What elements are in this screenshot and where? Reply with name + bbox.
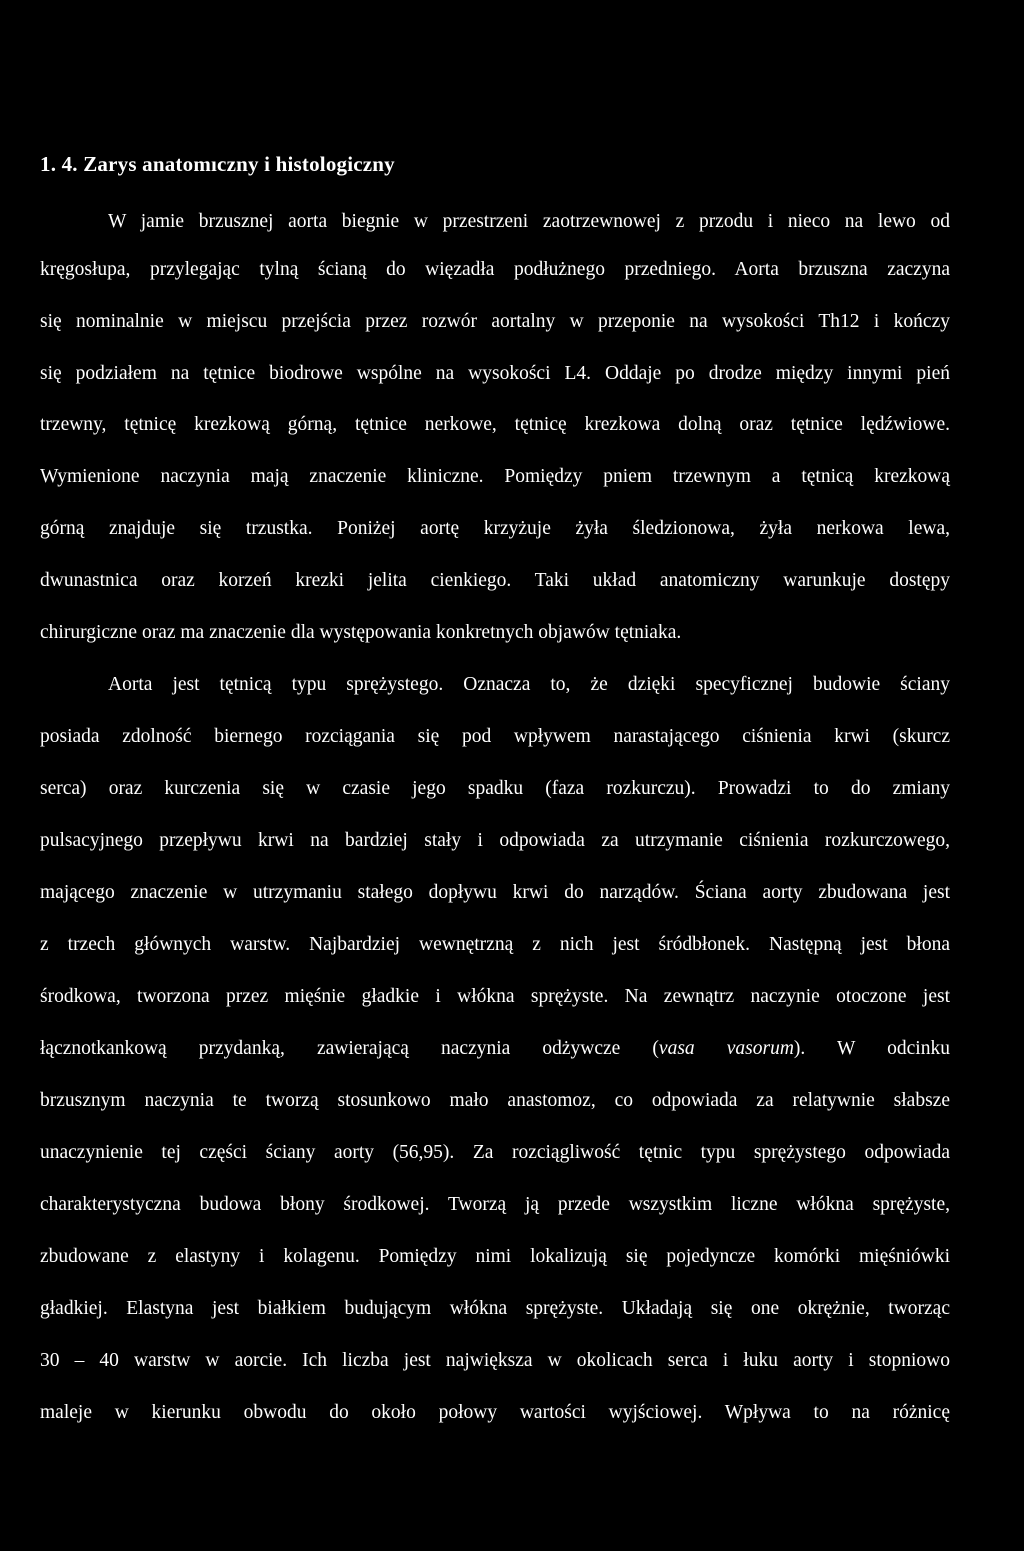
paragraph-line: unaczynienie tej części ściany aorty (56,95). Za rozciągliwość tętnic typu sprężystego odpowiada: [40, 1142, 950, 1163]
paragraph-line: górną znajduje się trzustka. Poniżej aortę krzyżuje żyła śledzionowa, żyła nerkowa lewa,: [40, 518, 950, 539]
paragraph-line: dwunastnica oraz korzeń krezki jelita cienkiego. Taki układ anatomiczny warunkuje dostępy: [40, 570, 950, 591]
paragraph-line: maleje w kierunku obwodu do około połowy wartości wyjściowej. Wpływa to na różnicę: [40, 1402, 950, 1423]
paragraph-line: chirurgiczne oraz ma znaczenie dla występowania konkretnych objawów tętniaka.: [40, 622, 682, 643]
paragraph-line: 30 – 40 warstw w aorcie. Ich liczba jest największa w okolicach serca i łuku aorty i stopniowo: [40, 1350, 950, 1371]
paragraph-line: charakterystyczna budowa błony środkowej. Tworzą ją przede wszystkim liczne włókna sprężyste,: [40, 1194, 950, 1215]
section-heading: 1. 4. Zarys anatomıczny i histologiczny: [40, 152, 395, 176]
paragraph-line: Aorta jest tętnicą typu sprężystego. Oznacza to, że dzięki specyficznej budowie ściany: [108, 674, 950, 695]
paragraph-line: zbudowane z elastyny i kolagenu. Pomiędzy nimi lokalizują się pojedyncze komórki mięśniówki: [40, 1246, 950, 1267]
paragraph-line: Wymienione naczynia mają znaczenie kliniczne. Pomiędzy pniem trzewnym a tętnicą krezkową: [40, 466, 950, 487]
paragraph-line: gładkiej. Elastyna jest białkiem budującym włókna sprężyste. Układają się one okrężnie, tworząc: [40, 1298, 950, 1319]
paragraph-line: trzewny, tętnicę krezkową górną, tętnice nerkowe, tętnicę krezkowa dolną oraz tętnice lędźwiowe.: [40, 414, 950, 435]
paragraph-line: posiada zdolność biernego rozciągania się pod wpływem narastającego ciśnienia krwi (skurcz: [40, 726, 950, 747]
paragraph-line: się podziałem na tętnice biodrowe wspólne na wysokości L4. Oddaje po drodze między innymi pień: [40, 363, 950, 384]
paragraph-line: W jamie brzusznej aorta biegnie w przestrzeni zaotrzewnowej z przodu i nieco na lewo od: [108, 211, 950, 232]
paragraph-line: łącznotkankową przydanką, zawierającą naczynia odżywcze (vasa vasorum). W odcinku: [40, 1038, 950, 1059]
paragraph-line: serca) oraz kurczenia się w czasie jego spadku (faza rozkurczu). Prowadzi to do zmiany: [40, 778, 950, 799]
paragraph-line: brzusznym naczynia te tworzą stosunkowo mało anastomoz, co odpowiada za relatywnie słabsze: [40, 1090, 950, 1111]
paragraph-line: się nominalnie w miejscu przejścia przez rozwór aortalny w przeponie na wysokości Th12 i kończy: [40, 311, 950, 332]
paragraph-line: mającego znaczenie w utrzymaniu stałego dopływu krwi do narządów. Ściana aorty zbudowana jest: [40, 882, 950, 903]
paragraph-line: kręgosłupa, przylegając tylną ścianą do więzadła podłużnego przedniego. Aorta brzuszna zaczyna: [40, 259, 950, 280]
paragraph-line: z trzech głównych warstw. Najbardziej wewnętrzną z nich jest śródbłonek. Następną jest błona: [40, 934, 950, 955]
paragraph-line: pulsacyjnego przepływu krwi na bardziej stały i odpowiada za utrzymanie ciśnienia rozkurczowego,: [40, 830, 950, 851]
paragraph-line: środkowa, tworzona przez mięśnie gładkie i włókna sprężyste. Na zewnątrz naczynie otoczone jest: [40, 986, 950, 1007]
